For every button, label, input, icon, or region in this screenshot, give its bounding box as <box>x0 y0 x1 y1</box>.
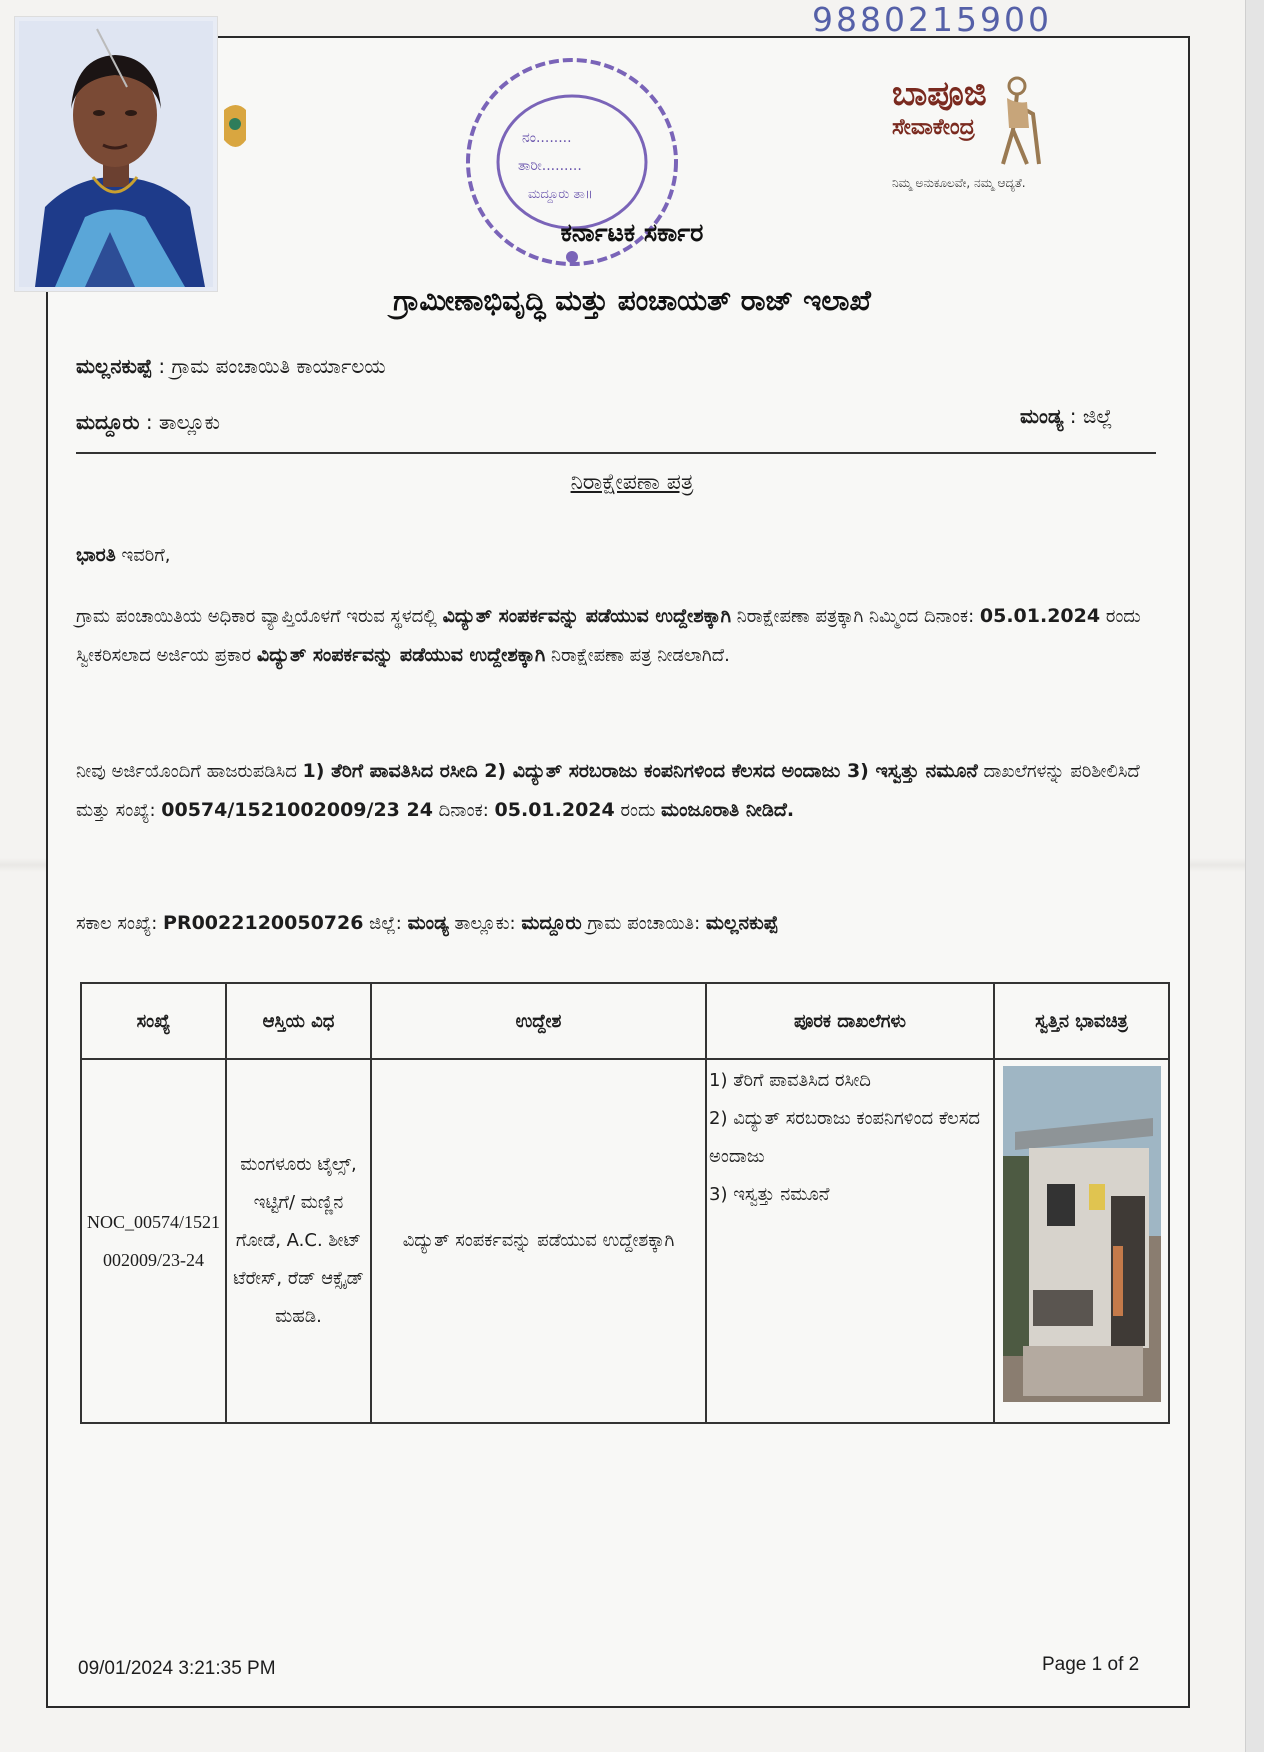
header-divider <box>76 452 1156 454</box>
page-number: Page 1 of 2 <box>1042 1654 1140 1675</box>
para2-text-4: ರಂದು <box>614 800 662 821</box>
village-name: ಮಲ್ಲನಕುಪ್ಪೆ <box>76 354 152 378</box>
table-header-row <box>81 983 1169 1059</box>
property-photo <box>1003 1066 1161 1402</box>
para2-date: 05.01.2024 <box>494 799 615 821</box>
sakala-line <box>76 904 1146 943</box>
district-label: : ಜಿಲ್ಲೆ <box>1069 404 1113 428</box>
taluk-line <box>76 410 220 434</box>
para1-date: 05.01.2024 <box>979 605 1101 627</box>
sakala-taluk-label: ತಾಲ್ಲೂಕು: <box>448 913 522 934</box>
sakala-district: ಮಂಡ್ಯ <box>407 912 449 934</box>
cell-noc-number: NOC_00574/1521002009/23-24 <box>81 1059 226 1423</box>
cell-supporting-docs <box>706 1059 994 1423</box>
district-line <box>1020 404 1112 428</box>
cell-property-photo <box>994 1059 1169 1423</box>
scan-edge <box>1245 0 1264 1752</box>
para1-text-2: ನಿರಾಕ್ಷೇಪಣಾ ಪತ್ರಕ್ಕಾಗಿ ನಿಮ್ಮಿಂದ ದಿನಾಂಕ: <box>731 606 980 627</box>
doc-item-3: 3) ಇಸ್ವತ್ತು ನಮೂನೆ <box>709 1184 830 1205</box>
doc-item-1: 1) ತೆರಿಗೆ ಪಾವತಿಸಿದ ರಸೀದಿ <box>709 1070 871 1091</box>
cell-purpose: ವಿದ್ಯುತ್ ಸಂಪರ್ಕವನ್ನು ಪಡೆಯುವ ಉದ್ದೇಶಕ್ಕಾಗಿ <box>371 1059 706 1423</box>
brand-title: ಬಾಪೂಜಿ <box>892 74 987 114</box>
doc-item-2: 2) ವಿದ್ಯುತ್ ಸರಬರಾಜು ಕಂಪನಿಗಳಿಂದ ಕೆಲಸದ ಅಂದಾಜು <box>709 1108 981 1167</box>
brand-subtitle: ಸೇವಾಕೇಂದ್ರ <box>892 115 975 140</box>
taluk-label: : ತಾಲ್ಲೂಕು <box>145 410 221 434</box>
header-supporting-docs: ಪೂರಕ ದಾಖಲೆಗಳು <box>706 983 994 1059</box>
para1-text-1: ಗ್ರಾಮ ಪಂಚಾಯಿತಿಯ ಅಧಿಕಾರ ವ್ಯಾಪ್ತಿಯೊಳಗೆ ಇರುವ ಸ್ಥಳದಲ್ಲಿ <box>76 606 443 627</box>
recipient-name: ಭಾರತಿ <box>76 544 116 566</box>
applicant-photo <box>14 16 218 292</box>
sakala-taluk: ಮದ್ದೂರು <box>521 912 582 934</box>
district-name: ಮಂಡ್ಯ <box>1020 404 1064 428</box>
state-emblem-fragment <box>220 100 252 164</box>
gandhi-figure-icon <box>987 74 1049 170</box>
paragraph-1 <box>76 597 1146 675</box>
sakala-label: ಸಕಾಲ ಸಂಖ್ಯೆ: <box>76 913 164 934</box>
header-number: ಸಂಖ್ಯೆ <box>81 983 226 1059</box>
taluk-name: ಮದ್ದೂರು <box>76 410 140 434</box>
office-label: : ಗ್ರಾಮ ಪಂಚಾಯಿತಿ ಕಾರ್ಯಾಲಯ <box>158 354 386 378</box>
sakala-gp: ಮಲ್ಲನಕುಪ್ಪೆ <box>705 912 779 934</box>
salutation <box>76 536 1146 575</box>
para2-text-3: ದಿನಾಂಕ: <box>432 800 495 821</box>
handwritten-phone-number: 9880215900 <box>812 0 1052 39</box>
para2-text-1: ನೀವು ಅರ್ಜಿಯೊಂದಿಗೆ ಹಾಜರುಪಡಿಸಿದ <box>76 761 303 782</box>
header-property-type: ಆಸ್ತಿಯ ವಿಧ <box>226 983 371 1059</box>
para2-approval: ಮಂಜೂರಾತಿ ನೀಡಿದೆ. <box>661 799 795 821</box>
noc-table <box>80 982 1170 1424</box>
stamp-line-2: ತಾರೀ......... <box>518 158 582 174</box>
sakala-gp-label: ಗ್ರಾಮ ಪಂಚಾಯಿತಿ: <box>581 913 706 934</box>
bapuji-sevakendra-logo <box>892 74 1049 191</box>
para1-bold-2: ವಿದ್ಯುತ್ ಸಂಪರ್ಕವನ್ನು ಪಡೆಯುವ ಉದ್ದೇಶಕ್ಕಾಗಿ <box>256 644 546 666</box>
header-property-photo: ಸ್ವತ್ತಿನ ಭಾವಚಿತ್ರ <box>994 983 1169 1059</box>
salutation-suffix: ಇವರಿಗೆ, <box>115 545 171 566</box>
stamp-line-3: ಮದ್ದೂರು ತಾ॥ <box>528 187 593 202</box>
print-datetime: 09/01/2024 3:21:35 PM <box>78 1658 276 1679</box>
government-name: ಕರ್ನಾಟಕ ಸರ್ಕಾರ <box>560 218 704 247</box>
sakala-number: PR0022120050726 <box>163 912 364 934</box>
document-title: ನಿರಾಕ್ಷೇಪಣಾ ಪತ್ರ <box>570 470 694 495</box>
cell-property-type: ಮಂಗಳೂರು ಟೈಲ್ಸ್, ಇಟ್ಟಿಗೆ/ ಮಣ್ಣಿನ ಗೋಡೆ, A.C. ಶೀಟ್ ಟೆರೇಸ್, ರೆಡ್ ಆಕ್ಸೈಡ್ ಮಹಡಿ. <box>226 1059 371 1423</box>
header-purpose: ಉದ್ದೇಶ <box>371 983 706 1059</box>
para1-text-4: ನಿರಾಕ್ಷೇಪಣಾ ಪತ್ರ ನೀಡಲಾಗಿದೆ. <box>545 645 730 666</box>
stamp-line-1: ನಂ........ <box>522 130 572 146</box>
para2-text-2: ದಾಖಲೆಗಳನ್ನು ಪರಿಶೀಲಿಸಿದೆ ಮತ್ತು ಸಂಖ್ಯೆ: <box>76 761 1140 821</box>
table-row <box>81 1059 1169 1423</box>
para1-bold-1: ವಿದ್ಯುತ್ ಸಂಪರ್ಕವನ್ನು ಪಡೆಯುವ ಉದ್ದೇಶಕ್ಕಾಗಿ <box>442 605 732 627</box>
department-name: ಗ್ರಾಮೀಣಾಭಿವೃದ್ಧಿ ಮತ್ತು ಪಂಚಾಯತ್ ರಾಜ್ ಇಲಾಖೆ <box>393 284 871 317</box>
sakala-district-label: ಜಿಲ್ಲೆ: <box>363 913 408 934</box>
para2-number: 00574/1521002009/23 24 <box>161 799 433 821</box>
para2-documents: 1) ತೆರಿಗೆ ಪಾವತಿಸಿದ ರಸೀದಿ 2) ವಿದ್ಯುತ್ ಸರಬರಾಜು ಕಂಪನಿಗಳಿಂದ ಕೆಲಸದ ಅಂದಾಜು 3) ಇಸ್ವತ್ತು ನಮೂನೆ <box>302 760 978 782</box>
paragraph-2 <box>76 752 1146 830</box>
brand-tagline: ನಿಮ್ಮ ಅನುಕೂಲವೇ, ನಮ್ಮ ಆದ್ಯತೆ. <box>892 176 1026 190</box>
office-line <box>76 354 386 378</box>
para1-text-3: ರಂದು ಸ್ವೀಕರಿಸಲಾದ ಅರ್ಜಿಯ ಪ್ರಕಾರ <box>76 606 1141 666</box>
